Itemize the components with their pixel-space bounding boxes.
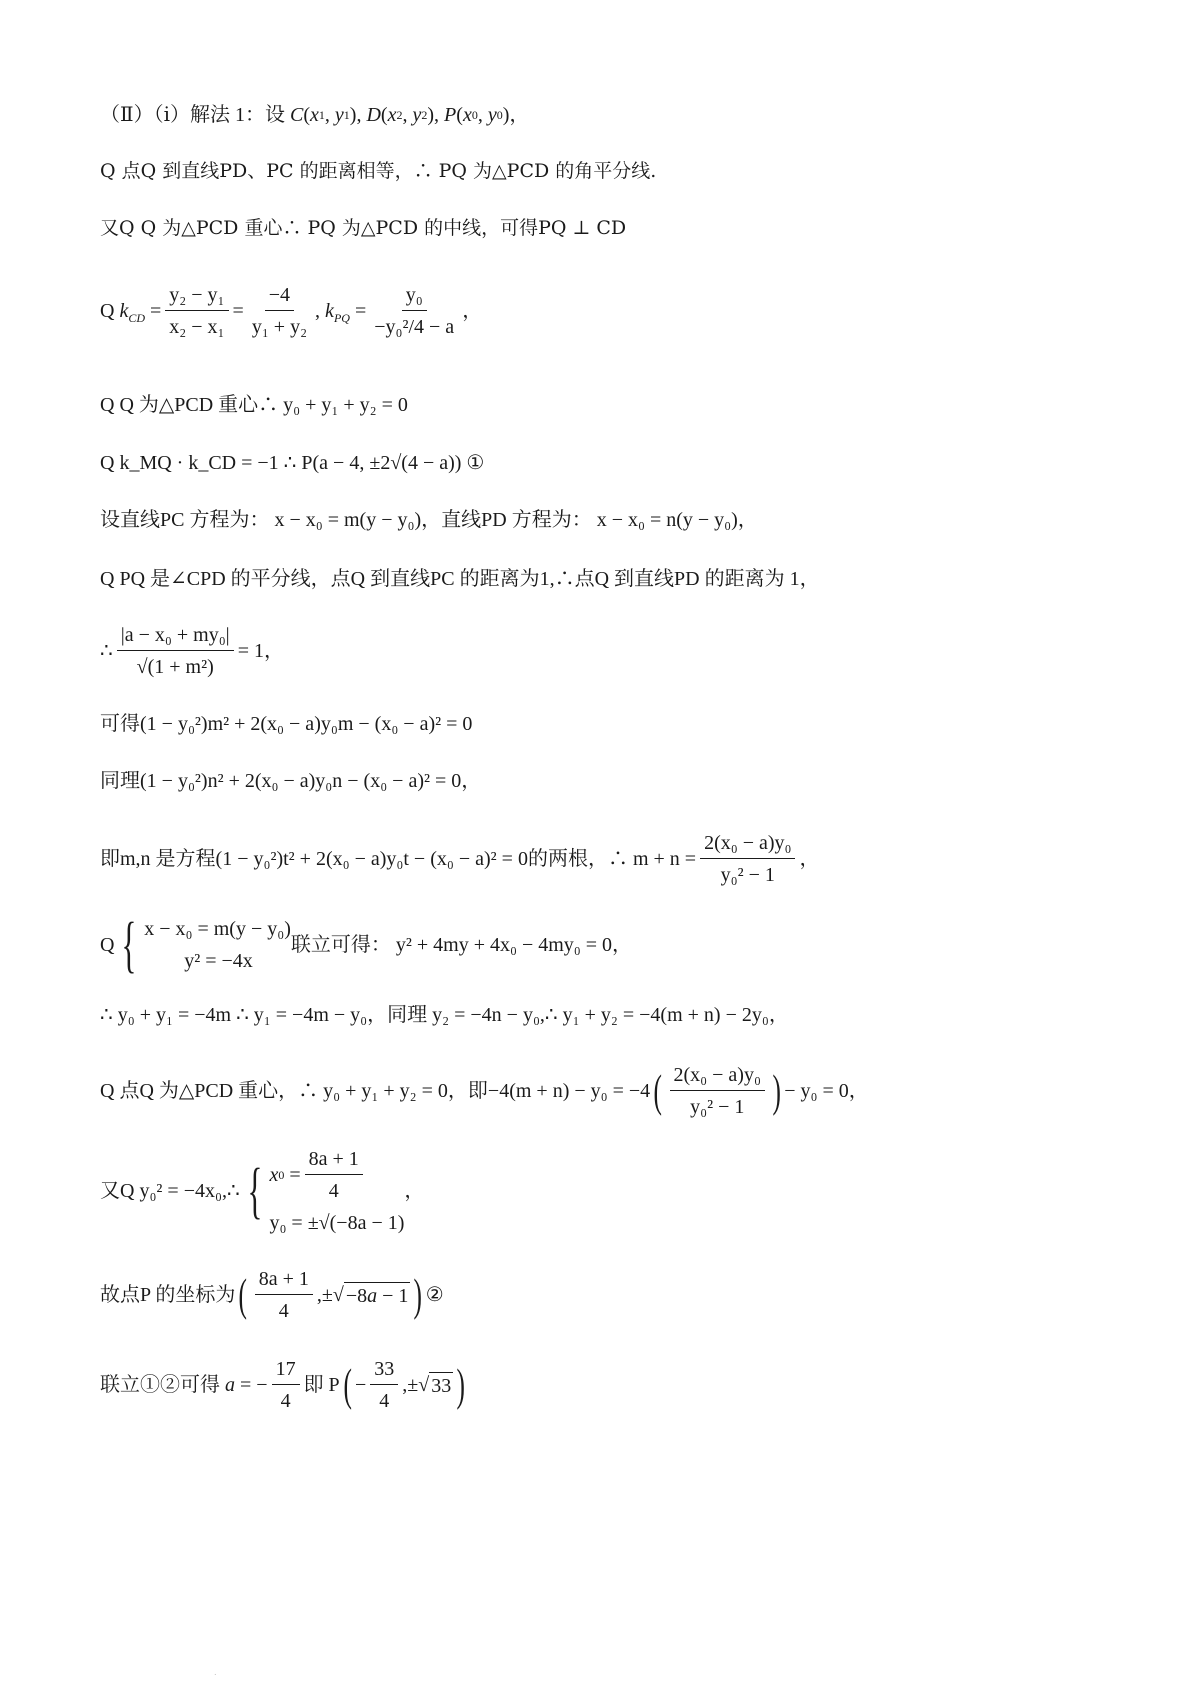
line-14-text: ∴ y₀ + y₁ = −4m ∴ y₁ = −4m − y₀，同理 y₂ = −4n − y₀,∴ y₁ + y₂ = −4(m + n) − 2y₀， bbox=[100, 1004, 789, 1026]
line-15-pre: Q 点Q 为△PCD 重心，∴ y₀ + y₁ + y₂ = 0，即−4(m + n) − y₀ = −4 bbox=[100, 1080, 651, 1102]
line-17: 故点P 的坐标为 ( $\frac{8a + 1}{4}$ ,± √ −8a − 1 ) ② bbox=[100, 1268, 444, 1322]
line-5-text: Q Q 为△PCD 重心∴ y₀ + y₁ + y₂ = 0 bbox=[100, 394, 408, 416]
line-12-pre: 即m,n 是方程(1 − y₀²)t² + 2(x₀ − a)y₀t − (x₀ − a)² = 0的两根，∴ m + n = bbox=[100, 848, 697, 870]
line-17-post: ② bbox=[425, 1284, 444, 1306]
line-18-mid: 即 P bbox=[303, 1374, 340, 1396]
frac-minus4: $\frac{-4}{\text{y₁ + y₂}}$ bbox=[251, 284, 308, 338]
line-18: 联立①②可得 a = − $\frac{17}{4}$ 即 P ( − $\frac{33}{4}$ ,± √ 33 ) bbox=[100, 1358, 466, 1412]
frac-p-final: $\frac{33}{4}$ bbox=[370, 1356, 398, 1414]
line-3 bbox=[100, 215, 626, 241]
line-15-post: − y₀ = 0， bbox=[784, 1080, 869, 1102]
line-1: （Ⅱ）（ⅰ）解法 1：设 C ( x 1 , y 1 ), D ( x 2 , y 2 ), P ( x 0 , y 0 )， bbox=[100, 104, 530, 126]
line-7 bbox=[100, 507, 758, 533]
line-6-text: Q k_MQ · k_CD = −1 ∴ P(a − 4, ±2√(4 − a)) ① bbox=[100, 452, 485, 474]
line-17-pre: 故点P 的坐标为 bbox=[100, 1284, 236, 1306]
line-18-pre: 联立①②可得 bbox=[100, 1374, 220, 1396]
frac-kcd: $\frac{\text{y₂ − y₁}}{\text{x₂ − x₁}}$ bbox=[165, 282, 228, 340]
frac-distance: $\frac{\text{|a − x₀ + my₀|}}{\text{√(1 + m²)}}$ bbox=[117, 622, 234, 680]
frac-centroid: $\frac{\text{2(x₀ − a)y₀}}{\text{y₀² − 1}}$ bbox=[670, 1062, 765, 1120]
system-1: { x − x₀ = m(y − y₀) y² = −4x bbox=[121, 911, 291, 979]
frac-kpq: $\frac{\text{y₀}}{\text{−y₀²/4 − a}}$ bbox=[374, 284, 455, 338]
footer-mark: . bbox=[214, 1668, 217, 1677]
line-9-distance: ∴ $\frac{\text{|a − x₀ + my₀|}}{\text{√(1 + m²)}}$ = 1， bbox=[100, 624, 284, 678]
line-3-text: 又Q Q 为△PCD 重心∴ PQ 为△PCD 的中线，可得PQ ⊥ CD bbox=[100, 217, 627, 239]
line-14 bbox=[100, 1002, 789, 1028]
line-2-text: Q 点Q 到直线PD、PC 的距离相等，∴ PQ 为△PCD 的角平分线. bbox=[100, 160, 657, 182]
line-2 bbox=[100, 158, 656, 184]
line-10-text: 可得(1 − y₀²)m² + 2(x₀ − a)y₀m − (x₀ − a)² = 0 bbox=[100, 713, 473, 735]
frac-a-value: $\frac{17}{4}$ bbox=[272, 1356, 300, 1414]
line-5 bbox=[100, 392, 408, 418]
line-15: Q 点Q 为△PCD 重心，∴ y₀ + y₁ + y₂ = 0，即−4(m + n) − y₀ = −4 ( $\frac{\text{2(x₀ − a)y₀}}{\text{y₀² − 1}}$ ) − y₀ = 0， bbox=[100, 1064, 869, 1118]
line-8 bbox=[100, 566, 820, 592]
line-12: 即m,n 是方程(1 − y₀²)t² + 2(x₀ − a)y₀t − (x₀ − a)² = 0的两根，∴ m + n = $\frac{\text{2(x₀ − a)y₀}}{\text{y₀² − 1}}$ ， bbox=[100, 832, 820, 886]
frac-p-x: $\frac{8a + 1}{4}$ bbox=[255, 1266, 313, 1324]
frac-m-plus-n: $\frac{\text{2(x₀ − a)y₀}}{\text{y₀² − 1}}$ bbox=[700, 830, 795, 888]
line-8-text: Q PQ 是∠CPD 的平分线，点Q 到直线PC 的距离为1,∴点Q 到直线PD 的距离为 1， bbox=[100, 568, 820, 590]
line-10 bbox=[100, 711, 472, 737]
frac-x0: $\frac{8a + 1}{4}$ bbox=[305, 1146, 363, 1204]
line-16-pre: 又Q y₀² = −4x₀,∴ bbox=[100, 1180, 240, 1202]
line-4-slopes: Q $k_{CD}$ = $\frac{\text{y₂ − y₁}}{\text{x₂ − x₁}}$ = $\frac{-4}{\text{y₁ + y₂}}$ , $k_{PQ}$ = $\frac{\text{y₀}}{\text{−y₀²/4 − a}}$ ， bbox=[100, 284, 483, 338]
line-1-label: （Ⅱ）（ⅰ）解法 1：设 bbox=[100, 104, 285, 126]
line-13-post: 联立可得： y² + 4my + 4x₀ − 4my₀ = 0， bbox=[290, 934, 633, 956]
system-2: { x 0 = $\frac{8a + 1}{4}$ y₀ = ±√(−8a − 1) bbox=[247, 1148, 405, 1234]
line-16: 又Q y₀² = −4x₀,∴ { x 0 = $\frac{8a + 1}{4}$ y₀ = ±√(−8a − 1) ， bbox=[100, 1148, 425, 1234]
line-7-text: 设直线PC 方程为： x − x₀ = m(y − y₀)，直线PD 方程为： x − x₀ = n(y − y₀)， bbox=[100, 509, 758, 531]
line-11 bbox=[100, 768, 481, 794]
line-13-system: Q { x − x₀ = m(y − y₀) y² = −4x 联立可得： y² + 4my + 4x₀ − 4my₀ = 0， bbox=[100, 911, 633, 979]
line-6 bbox=[100, 450, 484, 476]
line-11-text: 同理(1 − y₀²)n² + 2(x₀ − a)y₀n − (x₀ − a)² = 0， bbox=[100, 770, 482, 792]
